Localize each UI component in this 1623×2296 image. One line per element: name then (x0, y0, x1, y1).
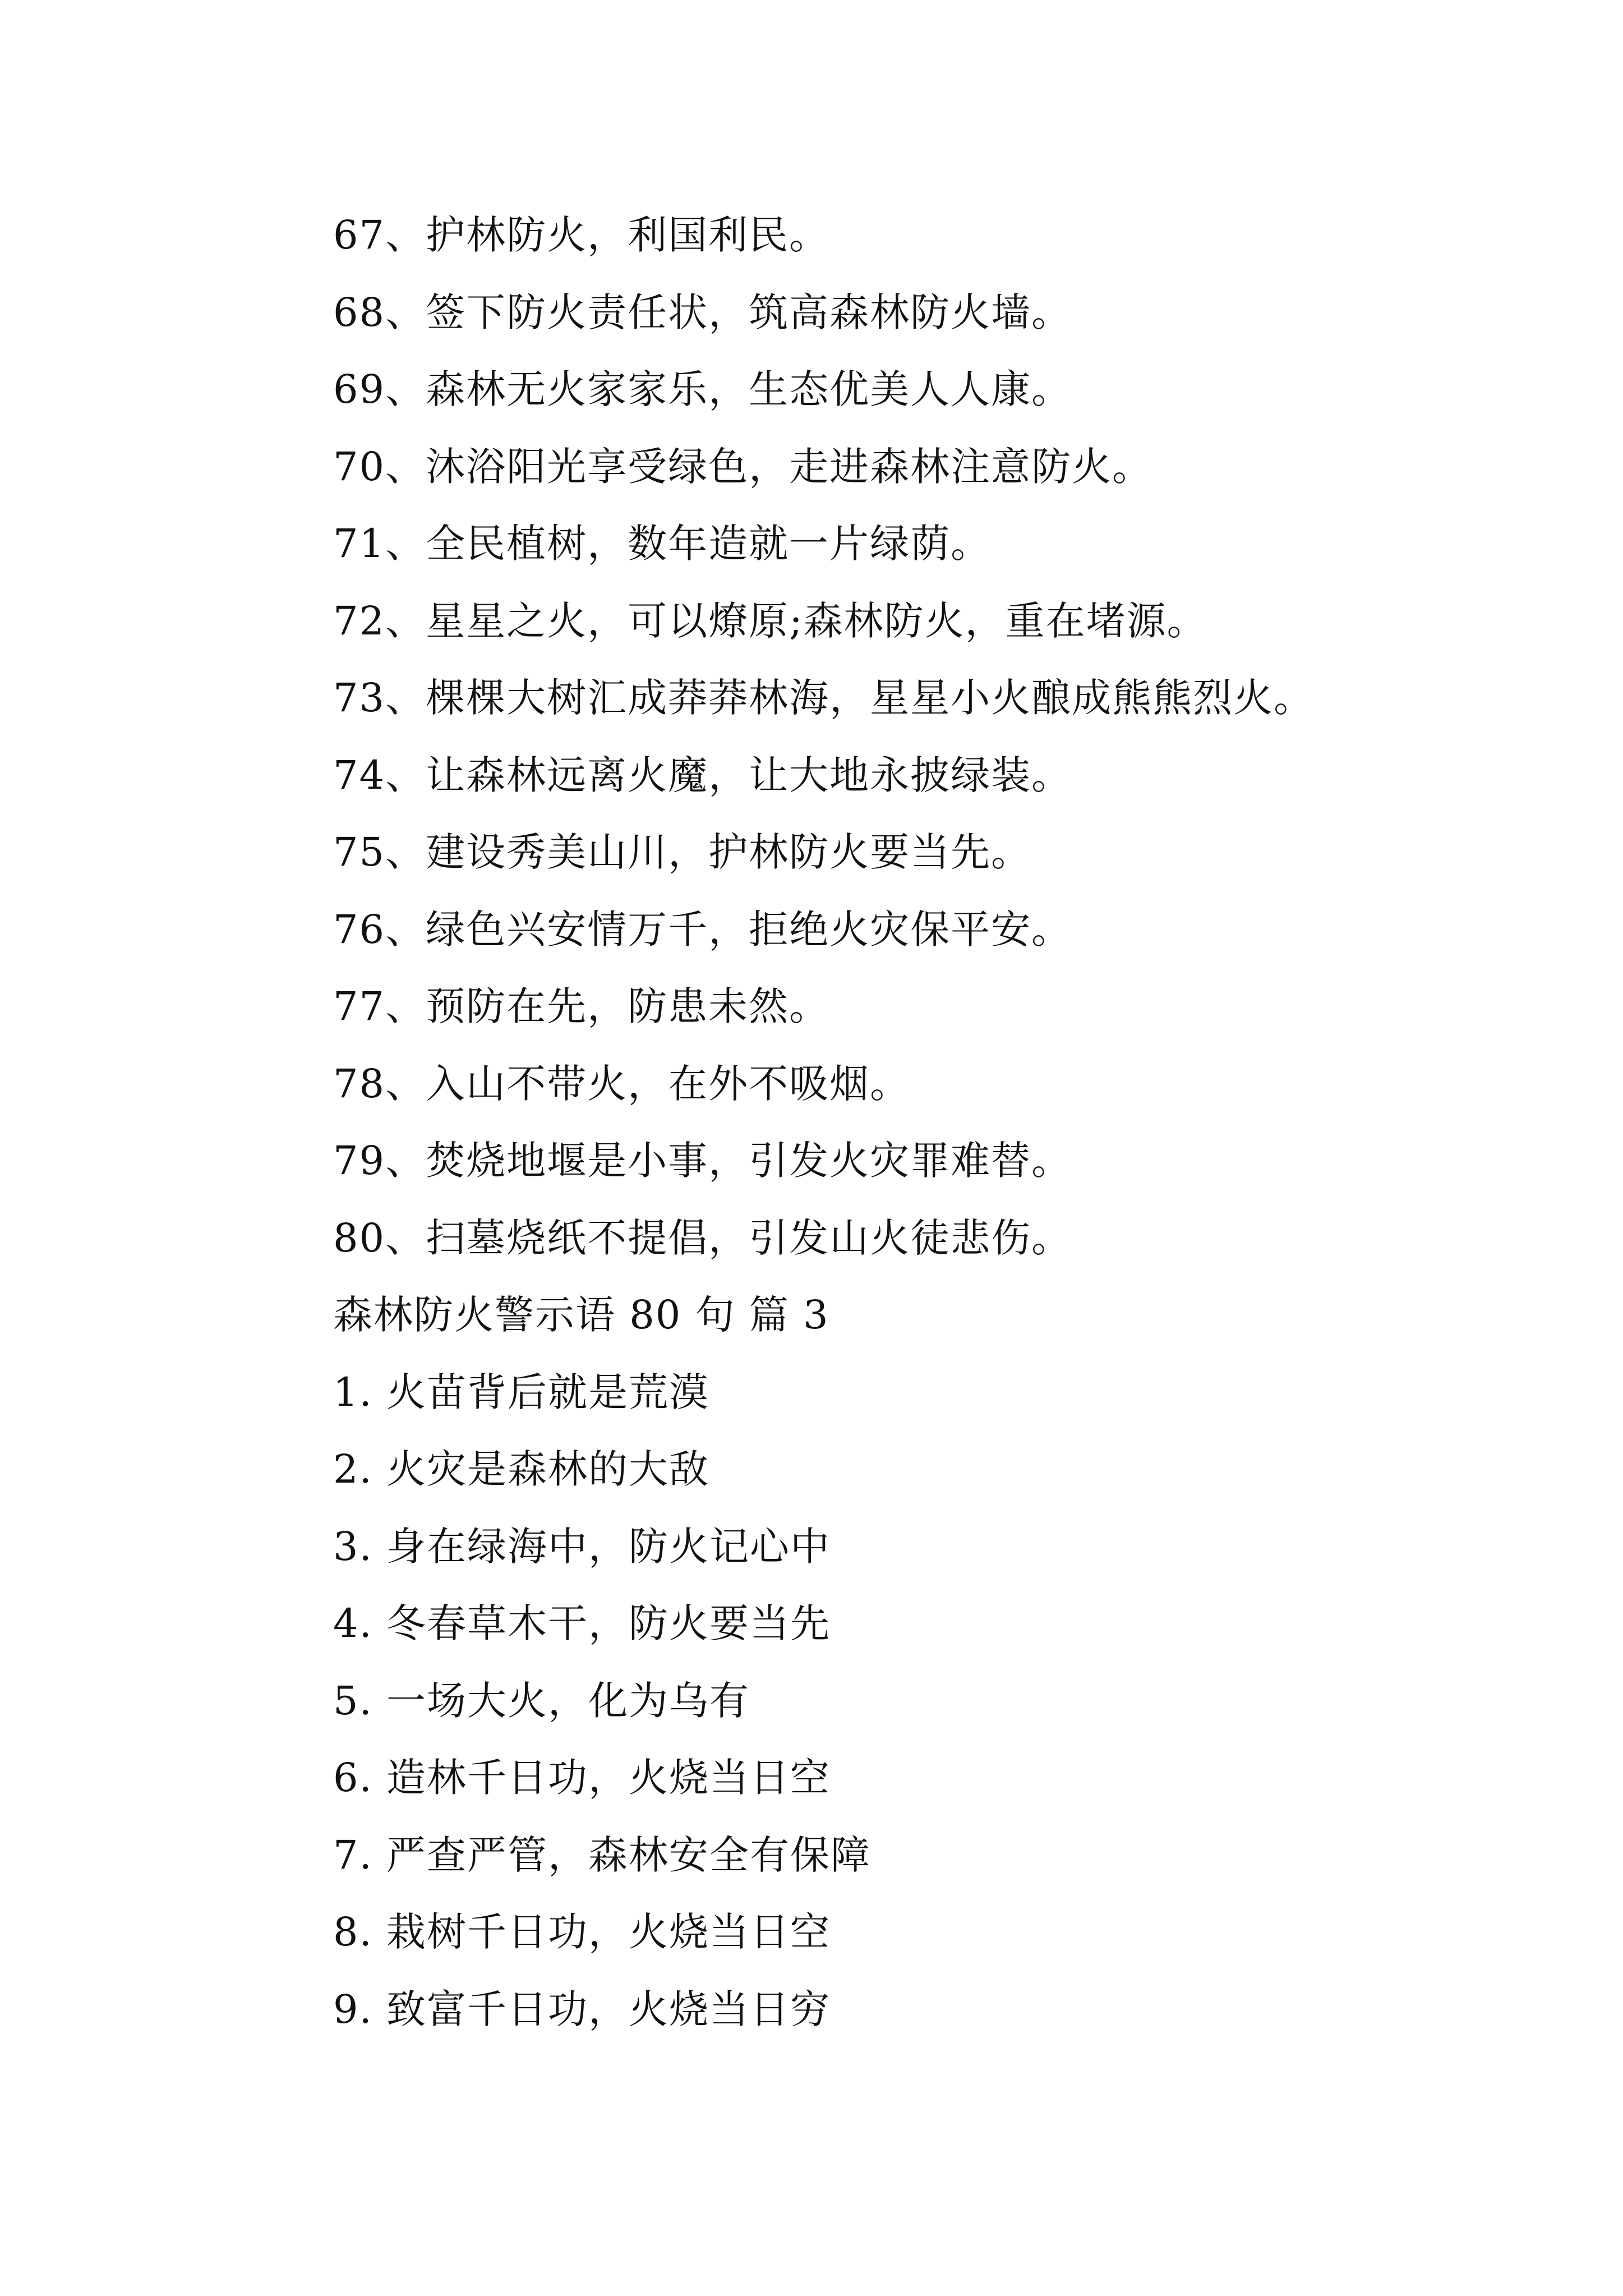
slogan-71: 71、全民植树，数年造就一片绿荫。 (333, 521, 992, 567)
slogan-68: 68、签下防火责任状，筑高森林防火墙。 (333, 289, 1072, 335)
list-item-1: 1. 火苗背后就是荒漠 (333, 1369, 710, 1415)
slogan-74: 74、让森林远离火魔，让大地永披绿装。 (333, 752, 1072, 798)
section-heading: 森林防火警示语 80 句 篇 3 (333, 1292, 829, 1338)
slogan-69: 69、森林无火家家乐，生态优美人人康。 (333, 366, 1072, 412)
list-item-2: 2. 火灾是森林的大敌 (333, 1446, 710, 1492)
list-item-5: 5. 一场大火，化为乌有 (333, 1677, 750, 1724)
slogan-72: 72、星星之火，可以燎原;森林防火，重在堵源。 (333, 597, 1207, 644)
slogan-79: 79、焚烧地堰是小事，引发火灾罪难替。 (333, 1138, 1072, 1184)
list-item-9: 9. 致富千日功，火烧当日穷 (333, 1986, 831, 2032)
slogan-77: 77、预防在先，防患未然。 (333, 983, 830, 1029)
list-item-6: 6. 造林千日功，火烧当日空 (333, 1755, 831, 1801)
slogan-80: 80、扫墓烧纸不提倡，引发山火徒悲伤。 (333, 1214, 1072, 1261)
list-item-3: 3. 身在绿海中，防火记心中 (333, 1523, 831, 1570)
slogan-75: 75、建设秀美山川，护林防火要当先。 (333, 829, 1032, 875)
document-body (333, 208, 1511, 2059)
slogan-76: 76、绿色兴安情万千，拒绝火灾保平安。 (333, 906, 1072, 953)
list-item-8: 8. 栽树千日功，火烧当日空 (333, 1909, 831, 1955)
list-item-7: 7. 严查严管，森林安全有保障 (333, 1832, 872, 1878)
slogan-70: 70、沐浴阳光享受绿色，走进森林注意防火。 (333, 443, 1153, 490)
slogan-78: 78、入山不带火，在外不吸烟。 (333, 1060, 911, 1107)
slogan-73: 73、棵棵大树汇成莽莽林海，星星小火酿成熊熊烈火。 (333, 675, 1315, 721)
slogan-67: 67、护林防火，利国利民。 (333, 212, 830, 258)
list-item-4: 4. 冬春草木干，防火要当先 (333, 1600, 831, 1646)
